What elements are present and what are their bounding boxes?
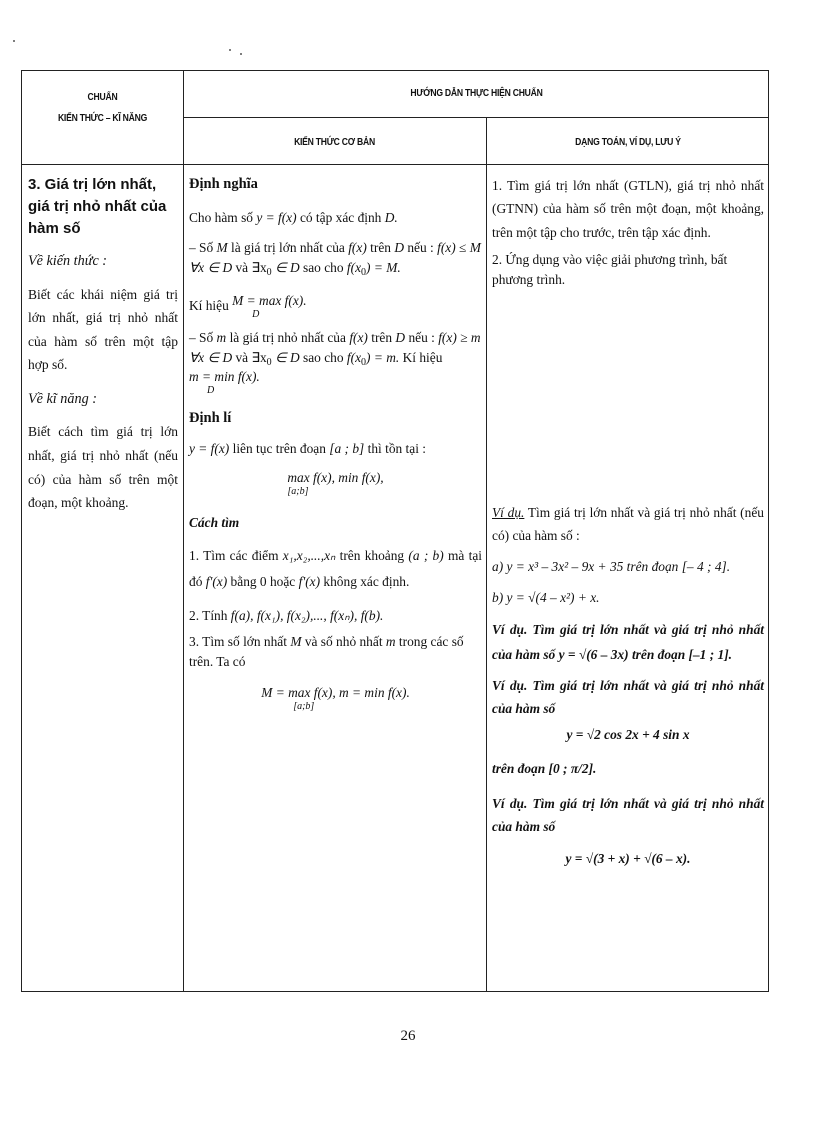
text: – Số — [189, 329, 217, 345]
text: sao cho — [299, 259, 347, 275]
math: f(x — [346, 259, 362, 275]
math: M — [290, 633, 302, 649]
math: D — [394, 239, 404, 255]
subscript: 0 — [266, 266, 272, 278]
math: ∃x — [251, 259, 267, 275]
example-3: Ví dụ. Tìm giá trị lớn nhất và giá trị nhỏ nhất của hàm số — [492, 678, 764, 717]
text: Kí hiệu — [189, 297, 233, 313]
math: f'(x) — [298, 574, 321, 590]
row-divider — [183, 117, 768, 118]
text: trong các số trên. Ta có — [189, 633, 464, 669]
text: và số nhỏ nhất — [301, 633, 386, 649]
method-step3 — [189, 632, 482, 672]
final-formula — [189, 686, 482, 712]
example-label: Ví dụ. — [492, 504, 525, 520]
limit-subscript: D — [207, 384, 215, 396]
example-4: Ví dụ. Tìm giá trị lớn nhất và giá trị nhỏ nhất của hàm số — [492, 796, 764, 834]
math: m — [385, 633, 396, 649]
math: f(x) ≤ M — [437, 239, 481, 255]
math: f'(x) — [205, 574, 228, 590]
math: y = f(x) — [189, 441, 230, 457]
col3-problem-types — [492, 174, 764, 869]
header-col1-line2: KIẾN THỨC – KĨ NĂNG — [57, 112, 148, 124]
example-4-formula: y = √(3 + x) + √(6 – x). — [565, 850, 691, 866]
text: không xác định. — [320, 574, 410, 590]
scan-speck — [229, 49, 231, 51]
math: f(x) — [348, 239, 367, 255]
section-title: 3. Giá trị lớn nhất, giá trị nhỏ nhất của hàm số — [28, 176, 167, 237]
text: thì tồn tại : — [364, 441, 427, 457]
text: mà tại đó — [189, 548, 482, 590]
text: – Số — [189, 239, 217, 255]
example-3-domain: trên đoạn [0 ; π/2]. — [492, 760, 597, 776]
math: ) = m. — [366, 349, 403, 365]
text: và — [232, 259, 252, 275]
math: M = max f(x), m = min f(x). — [261, 684, 410, 700]
problem-type-2: 2. Ứng dụng vào việc giải phương trình, bất phương trình. — [492, 252, 728, 288]
theorem-statement — [189, 439, 482, 459]
definition-heading: Định nghĩa — [189, 176, 258, 192]
text: bằng 0 hoặc — [227, 574, 299, 590]
math: f(a), f(x₁), f(x₂),..., f(xₙ), f(b). — [230, 607, 384, 623]
method-heading: Cách tìm — [189, 515, 240, 531]
example-1a: a) y = x³ – 3x² – 9x + 35 trên đoạn [– 4 ; 4]. — [492, 559, 731, 575]
text: Cho hàm số — [189, 209, 257, 225]
header-divider — [22, 164, 768, 165]
method-step2 — [189, 606, 482, 626]
math: ) = M. — [366, 259, 401, 275]
col1-standards — [28, 174, 178, 515]
subscript: 0 — [266, 356, 272, 368]
method-step1 — [189, 543, 482, 595]
text: sao cho — [299, 349, 347, 365]
text: nếu : — [403, 239, 438, 255]
math: M = max f(x). — [232, 292, 307, 308]
max-definition — [189, 238, 482, 280]
limit-subscript: [a;b] — [287, 486, 309, 498]
math: x₁,x₂,...,xₙ — [282, 548, 336, 564]
page-number: 26 — [400, 1028, 416, 1044]
math: ∃x — [251, 349, 267, 365]
math: ∈ D — [271, 349, 300, 365]
text: Kí hiệu — [402, 349, 443, 365]
limit-subscript: [a;b] — [293, 700, 315, 712]
math: f(x) — [349, 329, 368, 345]
knowledge-label: Về kiến thức : — [28, 253, 108, 270]
text: là giá trị nhỏ nhất của — [226, 329, 350, 345]
math: ∀x ∈ D — [189, 259, 233, 275]
min-definition — [189, 328, 482, 396]
math: y = f(x) — [256, 209, 297, 225]
example-1b: b) y = √(4 – x²) + x. — [492, 589, 600, 605]
text: 1. Tìm các điểm — [189, 548, 283, 564]
math: ∀x ∈ D — [189, 349, 233, 365]
math: f(x) ≥ m — [438, 329, 481, 345]
text: Tìm giá trị lớn nhất và giá trị nhỏ nhất (nếu có) của hàm số : — [492, 504, 764, 544]
text: 2. Tính — [189, 607, 231, 623]
math: D — [395, 329, 406, 345]
header-col1 — [36, 91, 168, 124]
theorem-formula — [189, 471, 482, 497]
example-3-formula: y = √2 cos 2x + 4 sin x — [566, 726, 690, 742]
math: M — [216, 239, 228, 255]
example-1 — [492, 501, 764, 548]
math: (a ; b) — [408, 548, 444, 564]
header-col2-title: KIẾN THỨC CƠ BẢN — [294, 136, 375, 148]
col2-basic-knowledge — [189, 174, 482, 712]
text: và — [232, 349, 252, 365]
problem-type-1: 1. Tìm giá trị lớn nhất (GTLN), giá trị nhỏ nhất (GTNN) của hàm số trên một đoạn, một khoảng, trên một tập cho trước, trên tập xác định. — [492, 178, 764, 240]
math: m = min f(x). — [189, 368, 260, 384]
max-notation — [189, 294, 482, 320]
text: là giá trị lớn nhất của — [227, 239, 349, 255]
column-divider — [183, 71, 184, 991]
subscript: 0 — [361, 266, 367, 278]
math: D. — [384, 209, 398, 225]
definition-intro — [189, 208, 482, 228]
header-col3-title: DẠNG TOÁN, VÍ DỤ, LƯU Ý — [575, 136, 681, 148]
limit-subscript: D — [252, 308, 260, 320]
math: max f(x), min f(x), — [287, 470, 384, 486]
subscript: 0 — [361, 356, 367, 368]
math: f(x — [346, 349, 362, 365]
standards-table — [21, 70, 769, 992]
text: có tập xác định — [296, 209, 385, 225]
text: trên — [366, 239, 395, 255]
header-col1-line1: CHUẨN — [87, 91, 118, 103]
scan-speck — [13, 40, 15, 42]
skill-label: Về kĩ năng : — [28, 391, 97, 408]
scan-speck — [240, 53, 242, 55]
theorem-heading: Định lí — [189, 409, 232, 426]
example-2: Ví dụ. Tìm giá trị lớn nhất và giá trị nhỏ nhất của hàm số y = √(6 – 3x) trên đoạn [–1 ; 1]. — [492, 621, 764, 662]
knowledge-text: Biết các khái niệm giá trị lớn nhất, giá trị nhỏ nhất của hàm số trên một tập hợp số. — [28, 286, 178, 373]
header-span-title: HƯỚNG DẪN THỰC HIỆN CHUẨN — [410, 87, 543, 99]
text: liên tục trên đoạn — [229, 441, 330, 457]
text: trên khoảng — [335, 548, 409, 564]
column-divider — [486, 117, 487, 991]
skill-text: Biết cách tìm giá trị lớn nhất, giá trị nhỏ nhất (nếu có) của hàm số trên một đoạn, một khoảng. — [28, 424, 178, 511]
text: nếu : — [405, 329, 439, 345]
text: 3. Tìm số lớn nhất — [189, 633, 291, 649]
math: m — [216, 329, 227, 345]
math: ∈ D — [271, 259, 300, 275]
text: trên — [367, 329, 396, 345]
math: [a ; b] — [329, 441, 365, 457]
